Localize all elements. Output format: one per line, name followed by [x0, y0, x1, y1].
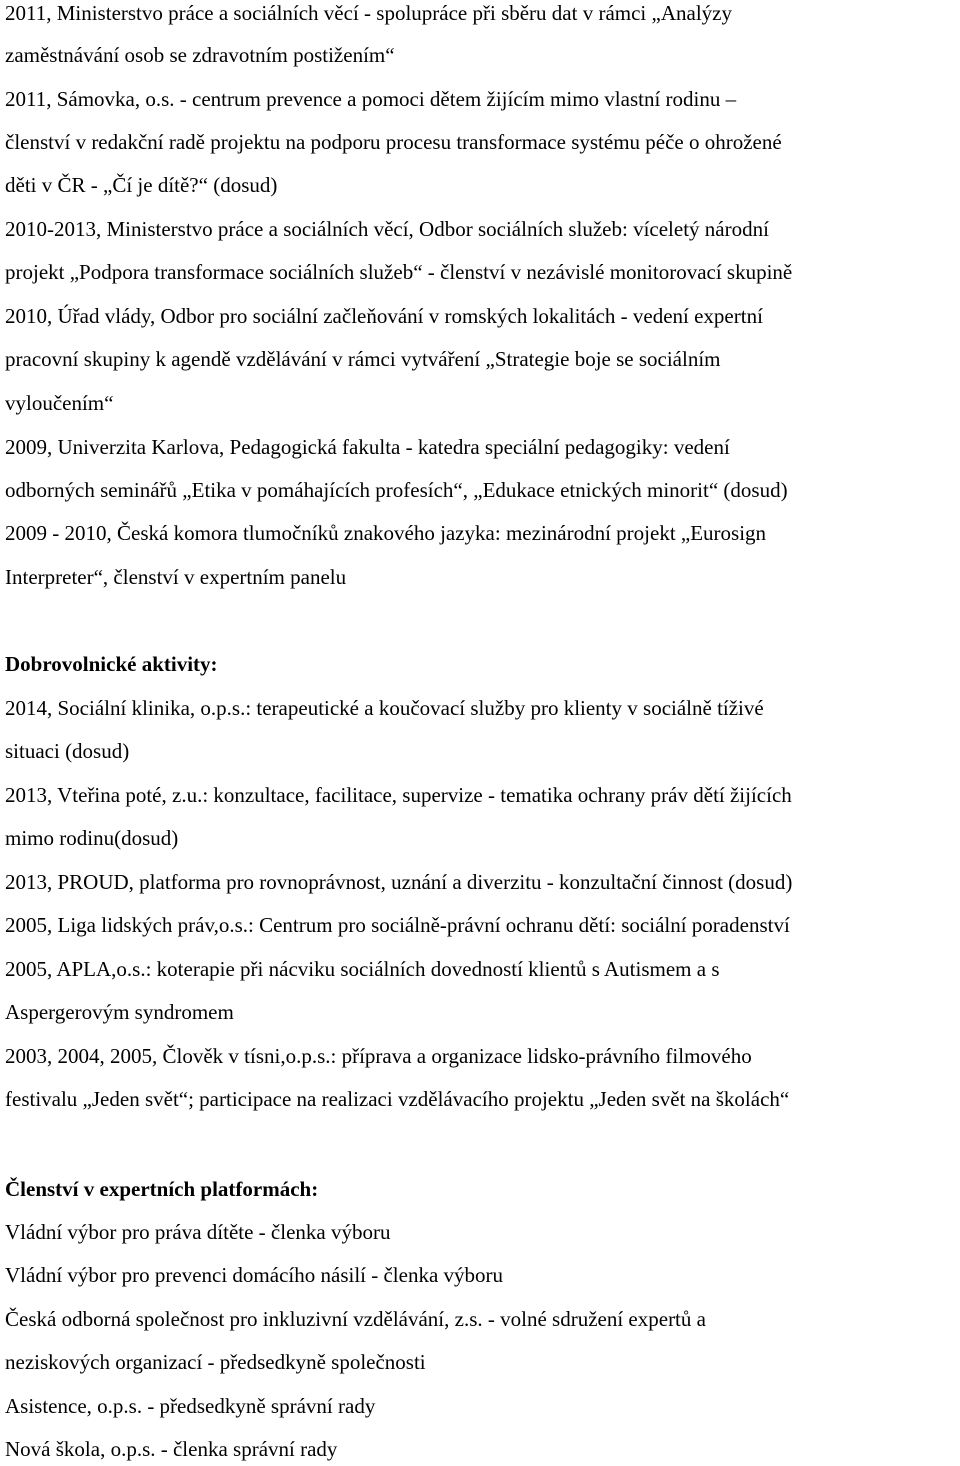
text-line: 2011, Sámovka, o.s. - centrum prevence a pomoci dětem žijícím mimo vlastní rodinu – — [5, 87, 737, 111]
text-line: 2013, PROUD, platforma pro rovnoprávnost, uznání a diverzitu - konzultační činnost (dosud) — [5, 870, 793, 894]
section-heading-volunteer: Dobrovolnické aktivity: — [5, 652, 218, 676]
text-line: 2011, Ministerstvo práce a sociálních věcí - spolupráce při sběru dat v rámci „Analýzy — [5, 1, 732, 25]
section-heading-membership: Členství v expertních platformách: — [5, 1177, 319, 1201]
text-line: zaměstnávání osob se zdravotním postižením“ — [5, 43, 395, 67]
text-line: Česká odborná společnost pro inkluzivní vzdělávání, z.s. - volné sdružení expertů a — [5, 1307, 706, 1331]
text-line: mimo rodinu(dosud) — [5, 826, 179, 850]
text-line: 2013, Vteřina poté, z.u.: konzultace, facilitace, supervize - tematika ochrany práv dětí žijících — [5, 783, 792, 807]
text-line: festivalu „Jeden svět“; participace na realizaci vzdělávacího projektu „Jeden svět na školách“ — [5, 1087, 790, 1111]
text-line: 2003, 2004, 2005, Člověk v tísni,o.p.s.: příprava a organizace lidsko-právního filmového — [5, 1044, 752, 1068]
text-line: 2009 - 2010, Česká komora tlumočníků znakového jazyka: mezinárodní projekt „Eurosign — [5, 521, 767, 545]
text-line: projekt „Podpora transformace sociálních služeb“ - členství v nezávislé monitorovací skupině — [5, 260, 793, 284]
text-line: situaci (dosud) — [5, 739, 130, 763]
text-line: Vládní výbor pro práva dítěte - členka výboru — [5, 1220, 391, 1244]
text-line: 2005, APLA,o.s.: koterapie při nácviku sociálních dovedností klientů s Autismem a s — [5, 957, 720, 981]
text-line: pracovní skupiny k agendě vzdělávání v rámci vytváření „Strategie boje se sociálním — [5, 347, 721, 371]
text-line: Nová škola, o.p.s. - členka správní rady — [5, 1437, 338, 1461]
text-line: 2010, Úřad vlády, Odbor pro sociální začleňování v romských lokalitách - vedení expertní — [5, 304, 763, 328]
text-line: 2005, Liga lidských práv,o.s.: Centrum pro sociálně-právní ochranu dětí: sociální poradenství — [5, 913, 790, 937]
text-line: 2009, Univerzita Karlova, Pedagogická fakulta - katedra speciální pedagogiky: vedení — [5, 435, 730, 459]
text-line: Interpreter“, členství v expertním panelu — [5, 565, 347, 589]
text-line: vyloučením“ — [5, 391, 114, 415]
text-line: děti v ČR - „Čí je dítě?“ (dosud) — [5, 173, 278, 197]
text-line: členství v redakční radě projektu na podporu procesu transformace systému péče o ohrožené — [5, 130, 782, 154]
text-line: 2010-2013, Ministerstvo práce a sociálních věcí, Odbor sociálních služeb: víceletý národní — [5, 217, 769, 241]
text-line: 2014, Sociální klinika, o.p.s.: terapeutické a koučovací služby pro klienty v sociálně tíživé — [5, 696, 764, 720]
text-line: Asistence, o.p.s. - předsedkyně správní rady — [5, 1394, 376, 1418]
text-line: Vládní výbor pro prevenci domácího násilí - členka výboru — [5, 1263, 504, 1287]
text-line: neziskových organizací - předsedkyně společnosti — [5, 1350, 426, 1374]
text-line: Aspergerovým syndromem — [5, 1000, 234, 1024]
text-line: odborných seminářů „Etika v pomáhajících profesích“, „Edukace etnických minorit“ (dosud) — [5, 478, 788, 502]
